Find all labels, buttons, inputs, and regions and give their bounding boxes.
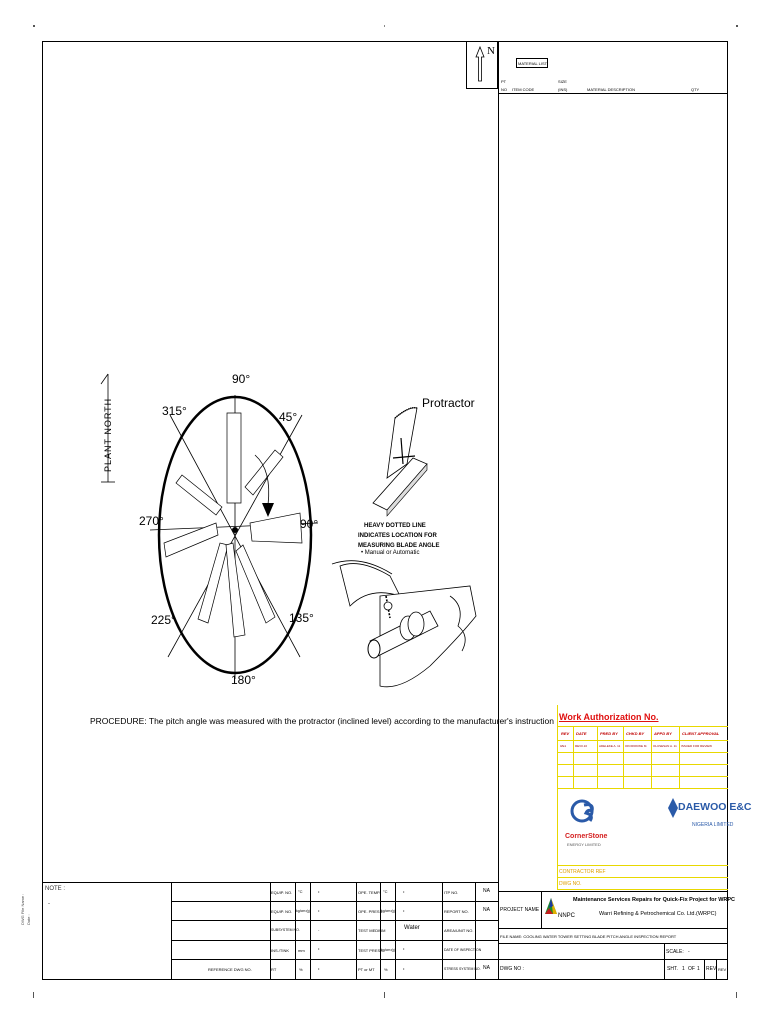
equip-col-5 bbox=[356, 882, 357, 980]
equip-table-left bbox=[171, 882, 172, 980]
nnpc-label: NNPC bbox=[558, 913, 576, 919]
angle-top-right: 45° bbox=[279, 410, 298, 424]
of-label: OF bbox=[688, 966, 695, 972]
equip-r1-v1: • bbox=[318, 889, 320, 894]
daewoo-name: DAEWOO E&C bbox=[678, 801, 752, 813]
equip-row-line-4 bbox=[171, 959, 498, 960]
rev-label: REV bbox=[706, 966, 717, 972]
sht-label: SHT. bbox=[667, 966, 678, 972]
cornerstone-sub: ENERGY LIMITED bbox=[567, 842, 601, 847]
project-name-label: PROJECT NAME bbox=[500, 907, 540, 913]
wa-vline-1 bbox=[573, 726, 574, 788]
equip-col-4 bbox=[310, 882, 311, 980]
plant-north-label: PLANT NORTH bbox=[103, 397, 113, 472]
wa-cell-client: ISSUED FOR REVIEW bbox=[681, 744, 713, 748]
of-value: 1 bbox=[697, 966, 700, 972]
procedure-text: PROCEDURE: The pitch angle was measured with the protractor (inclined level) according to the manufacturer's instruction bbox=[90, 716, 554, 726]
cornerstone-orange-text bbox=[603, 839, 604, 844]
wa-line-3 bbox=[557, 752, 728, 753]
blade-shaft-illustration bbox=[330, 556, 478, 696]
note-label: NOTE : bbox=[45, 886, 66, 892]
heavy-line-note-2: INDICATES LOCATION FOR bbox=[358, 533, 437, 539]
cornerstone-name: CornerStone bbox=[565, 833, 608, 840]
equip-r5-u1: % bbox=[299, 967, 303, 972]
wa-head-rev: REV bbox=[561, 731, 570, 736]
heavy-line-note-1: HEAVY DOTTED LINE bbox=[364, 523, 426, 529]
equip-r1-c2: OPE. TEMP. bbox=[358, 890, 381, 895]
angle-top: 90° bbox=[232, 372, 251, 386]
title-block-rev-div bbox=[704, 959, 705, 980]
daewoo-sub: NIGERIA LIMITED bbox=[692, 822, 734, 828]
equip-r1-u2: °C bbox=[383, 889, 388, 894]
center-mark-top bbox=[384, 25, 385, 27]
corner-mark-bl bbox=[33, 992, 34, 998]
equip-row-line-3 bbox=[171, 940, 498, 941]
nnpc-logo bbox=[543, 896, 559, 916]
equip-r4-c1: INS./TINK bbox=[271, 948, 290, 953]
title-block-line-4 bbox=[498, 959, 728, 960]
equip-r4-c3: DATE OF INSPECTION bbox=[444, 948, 482, 952]
note-dash: - bbox=[48, 901, 50, 907]
equip-r4-u1: mm bbox=[298, 948, 305, 953]
ref-dwg-label: REFERENCE DWG NO. bbox=[208, 967, 252, 972]
protractor-illustration bbox=[365, 398, 445, 518]
equip-r2-c3: REPORT NO. bbox=[444, 909, 469, 914]
title-block-top bbox=[498, 891, 728, 892]
protractor-label: Protractor bbox=[422, 396, 475, 410]
corner-mark-tr bbox=[736, 25, 738, 27]
angle-bottom-right: 135° bbox=[289, 611, 314, 625]
wa-head-chkd: CHKD BY bbox=[626, 731, 645, 736]
wa-cell-rev: 0/E1 bbox=[560, 744, 567, 748]
work-authorization-title: Work Authorization No. bbox=[559, 712, 659, 722]
equip-r5-v1: • bbox=[318, 966, 320, 971]
material-header-line bbox=[499, 93, 727, 94]
wa-head-appd: APPD BY bbox=[654, 731, 672, 736]
angle-left: 270° bbox=[139, 514, 164, 528]
title-block-scale-div bbox=[664, 943, 665, 980]
wa-head-date: DATE bbox=[576, 731, 587, 736]
mat-qty: QTY bbox=[691, 87, 700, 92]
north-arrow-icon bbox=[472, 45, 488, 85]
title-block-line-2 bbox=[498, 928, 728, 929]
wa-vline-5 bbox=[679, 726, 680, 788]
mat-pt: PT bbox=[501, 79, 507, 84]
title-block-project-div bbox=[541, 891, 542, 928]
wa-vline-0 bbox=[557, 705, 558, 889]
equip-col-7 bbox=[395, 882, 396, 980]
plant-north-arrow-icon bbox=[95, 372, 121, 494]
fan-blade-diagram bbox=[150, 395, 330, 680]
title-block-line-3 bbox=[498, 943, 728, 944]
equip-r4-u2: kg/cm²(g) bbox=[381, 948, 396, 952]
equip-r1-c1: EQUIP. NO. bbox=[271, 890, 293, 895]
wa-line-4 bbox=[557, 764, 728, 765]
angle-bottom-left: 225° bbox=[151, 613, 176, 627]
equip-r3-v2: Water bbox=[404, 925, 420, 931]
equip-r5-c1: RT bbox=[271, 967, 277, 972]
wa-cell-pred: ADELEKE A. 11 bbox=[599, 744, 621, 748]
equip-r3-c1: SUBSYSTEM NO. bbox=[271, 928, 300, 932]
wa-cell-chkd: OKOROKWE M. bbox=[625, 744, 648, 748]
wa-dwg-no-label: DWG NO. bbox=[559, 881, 582, 887]
wa-head-client: CLIENT APPROVAL bbox=[682, 731, 720, 736]
equip-r1-v2: • bbox=[403, 889, 405, 894]
mat-size: SIZE bbox=[558, 79, 567, 84]
equip-r5-c2: PT or MT bbox=[358, 967, 375, 972]
project-line-2: Warri Refining & Petrochemical Co. Ltd.(WRPC) bbox=[599, 911, 717, 917]
equip-r1-v3: NA bbox=[483, 888, 490, 894]
wa-head-pred: PRED BY bbox=[600, 731, 618, 736]
wa-line-1 bbox=[557, 726, 728, 727]
wa-line-6 bbox=[557, 788, 728, 789]
equip-r3-c2: TEST MEDIUM bbox=[358, 928, 386, 933]
equip-r2-u2: kg/cm²(g) bbox=[381, 909, 396, 913]
equip-r2-v3: NA bbox=[483, 907, 490, 913]
equip-row-line-2 bbox=[171, 920, 498, 921]
wa-line-9 bbox=[557, 889, 728, 890]
manual-note: • Manual or Automatic bbox=[361, 550, 420, 556]
equip-r2-u1: kg/cm²(g) bbox=[296, 909, 311, 913]
mat-description: MATERIAL DESCRIPTION bbox=[587, 87, 636, 92]
side-date: Date : bbox=[26, 914, 31, 925]
equip-col-9 bbox=[475, 882, 476, 980]
file-name: FILE NAME: COOLING WATER TOWER SETTING BLADE PITCH ANGLE INSPECTION REPORT bbox=[500, 934, 677, 939]
equip-r5-v2: • bbox=[403, 966, 405, 971]
center-mark-bottom bbox=[384, 992, 385, 998]
equip-r4-c2: TEST PRESS. bbox=[358, 948, 384, 953]
equip-r3-c3: AREA/UNIT NO. bbox=[444, 928, 474, 933]
wa-line-5 bbox=[557, 776, 728, 777]
wa-vline-3 bbox=[623, 726, 624, 788]
wa-line-7 bbox=[557, 865, 728, 866]
equip-r4-v1: • bbox=[318, 946, 320, 951]
equip-r3-v1: - bbox=[318, 927, 320, 932]
dwg-no-label: DWG NO : bbox=[500, 966, 524, 972]
wa-cell-date: REV0.10 bbox=[575, 744, 588, 748]
equip-r2-v2: • bbox=[403, 908, 405, 913]
equip-r1-u1: °C bbox=[298, 889, 303, 894]
equip-r2-v1: • bbox=[318, 908, 320, 913]
wa-line-2 bbox=[557, 740, 728, 741]
cornerstone-logo bbox=[568, 797, 604, 829]
sht-value: 1 bbox=[682, 966, 685, 972]
mat-size-ins: (INS) bbox=[558, 87, 568, 92]
equip-r5-c3: STRESS SYSTEM NO. bbox=[444, 967, 481, 971]
scale-label: SCALE: bbox=[666, 949, 684, 955]
wa-vline-2 bbox=[597, 726, 598, 788]
angle-bottom: 180° bbox=[231, 673, 256, 687]
material-list-title: MATERIAL LIST bbox=[518, 61, 548, 66]
project-line-1: Maintenance Services Repairs for Quick-Fix Project for WRPC bbox=[573, 897, 735, 903]
equip-r5-u2: % bbox=[384, 967, 388, 972]
wa-cell-appd: OLUSESAN A. 11 bbox=[653, 744, 677, 748]
corner-mark-br bbox=[736, 992, 737, 998]
equip-r1-c3: ITP NO. bbox=[444, 890, 459, 895]
side-file-name: DWG File Name : bbox=[20, 893, 25, 925]
corner-mark-tl bbox=[33, 25, 35, 27]
equip-r4-v2: • bbox=[403, 946, 405, 951]
equip-r5-v3: NA bbox=[483, 965, 490, 971]
contractor-ref-label: CONTRACTOR REF bbox=[559, 869, 606, 875]
heavy-line-note-3: MEASURING BLADE ANGLE bbox=[358, 543, 440, 549]
wa-vline-4 bbox=[651, 726, 652, 788]
mat-no: NO bbox=[501, 87, 507, 92]
equip-row-line-1 bbox=[171, 901, 498, 902]
equip-r2-c1: EQUIP. NO. bbox=[271, 909, 293, 914]
rev-value: REV bbox=[718, 967, 727, 972]
angle-top-left: 315° bbox=[162, 404, 187, 418]
equip-r2-c2: OPE. PRESS. bbox=[358, 909, 384, 914]
wa-line-8 bbox=[557, 877, 728, 878]
material-list-divider bbox=[498, 41, 499, 980]
angle-right: 90° bbox=[300, 517, 319, 531]
mat-item-code: ITEM CODE bbox=[512, 87, 535, 92]
north-arrow-label: N bbox=[487, 45, 495, 57]
scale-value: - bbox=[688, 949, 690, 955]
equip-col-8 bbox=[442, 882, 443, 980]
